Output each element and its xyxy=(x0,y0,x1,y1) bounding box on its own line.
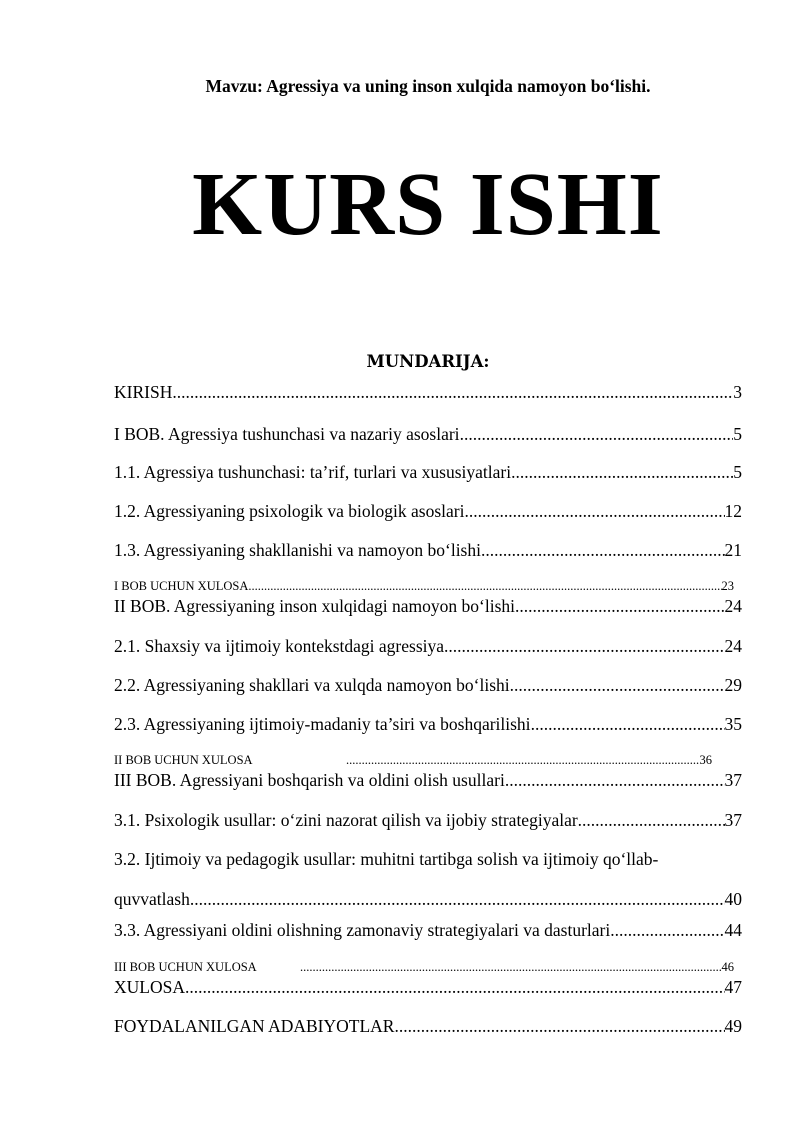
toc-leader-dots xyxy=(190,889,725,910)
toc-leader-dots xyxy=(394,1016,724,1037)
toc-entry-page: 35 xyxy=(724,714,742,734)
toc-entry-label: 1.2. Agressiyaning psixologik va biologik asoslari xyxy=(114,501,465,521)
toc-leader-dots xyxy=(248,579,721,594)
toc-entry-label: 1.1. Agressiya tushunchasi: ta’rif, turlari va xususiyatlari xyxy=(114,462,512,482)
toc-leader-dots xyxy=(511,462,733,483)
toc-entry-label: III BOB UCHUN XULOSA xyxy=(114,960,257,974)
toc-entry-label: 3.1. Psixologik usullar: o‘zini nazorat qilish va ijobiy strategiyalar xyxy=(114,810,578,830)
toc-entry-page: 5 xyxy=(733,424,742,444)
toc-entry-3-3 xyxy=(114,920,742,941)
toc-entry-label: I BOB UCHUN XULOSA xyxy=(114,579,249,593)
toc-entry-label: II BOB UCHUN XULOSA xyxy=(114,753,253,767)
toc-entry-page: 23 xyxy=(721,579,734,593)
toc-entry-label: 2.1. Shaxsiy va ijtimoiy kontekstdagi agressiya xyxy=(114,636,445,656)
toc-leader-dots xyxy=(515,596,724,617)
toc-entry-page: 12 xyxy=(724,501,742,521)
toc-entry-3-2 xyxy=(114,849,742,910)
topic-line: Mavzu: Agressiya va uning inson xulqida namoyon bo‘lishi. xyxy=(205,76,651,96)
toc-leader-dots xyxy=(610,920,724,941)
toc-entry-label: FOYDALANILGAN ADABIYOTLAR xyxy=(114,1016,395,1036)
toc-entry-3-1 xyxy=(114,810,742,831)
toc-heading: MUNDARIJA: xyxy=(366,352,490,371)
toc-entry-chapter-3-summary xyxy=(114,960,734,975)
toc-entry-page: 47 xyxy=(724,977,742,997)
toc-entry-1-2 xyxy=(114,501,742,522)
toc-leader-dots xyxy=(444,636,724,657)
toc-leader-dots xyxy=(510,675,725,696)
toc-leader-dots xyxy=(505,770,725,791)
toc-entry-xulosa xyxy=(114,977,742,998)
toc-entry-page: 24 xyxy=(724,636,742,656)
toc-leader-dots xyxy=(578,810,725,831)
toc-entry-page: 24 xyxy=(724,596,742,616)
toc-entry-page: 5 xyxy=(733,462,742,482)
toc-entry-page: 3 xyxy=(733,382,742,402)
toc-entry-page: 44 xyxy=(724,920,742,940)
toc-entry-page: 37 xyxy=(724,810,742,830)
toc-leader-dots xyxy=(531,714,725,735)
toc-entry-label: 2.3. Agressiyaning ijtimoiy-madaniy ta’siri va boshqarilishi xyxy=(114,714,531,734)
toc-entry-chapter-1-summary xyxy=(114,579,734,594)
toc-entry-label: XULOSA xyxy=(114,977,185,997)
toc-leader-dots xyxy=(185,977,725,998)
toc-entry-label: KIRISH xyxy=(114,382,173,402)
toc-entry-chapter-1 xyxy=(114,424,742,445)
toc-entry-page: 36 xyxy=(699,753,712,767)
toc-entry-label-line1: 3.2. Ijtimoiy va pedagogik usullar: muhitni tartibga solish va ijtimoiy qo‘llab- xyxy=(114,849,659,869)
toc-entry-adabiyotlar xyxy=(114,1016,742,1037)
toc-leader-dots xyxy=(300,960,722,975)
toc-entry-page: 49 xyxy=(724,1016,742,1036)
toc-entry-line2 xyxy=(114,889,742,910)
toc-entry-kirish xyxy=(114,382,742,403)
toc-entry-label-line2: quvvatlash xyxy=(114,889,190,909)
toc-entry-chapter-2 xyxy=(114,596,742,617)
toc-entry-2-3 xyxy=(114,714,742,735)
toc-entry-page: 40 xyxy=(724,889,742,909)
toc-entry-1-1 xyxy=(114,462,742,483)
toc-entry-2-2 xyxy=(114,675,742,696)
toc-entry-label: II BOB. Agressiyaning inson xulqidagi namoyon bo‘lishi xyxy=(114,596,516,616)
toc-entry-label: I BOB. Agressiya tushunchasi va nazariy asoslari xyxy=(114,424,460,444)
toc-entry-page: 37 xyxy=(724,770,742,790)
toc-entry-page: 46 xyxy=(721,960,734,974)
toc-leader-dots xyxy=(346,753,700,768)
page-title: KURS ISHI xyxy=(192,155,664,254)
toc-leader-dots xyxy=(460,424,734,445)
toc-entry-label: 2.2. Agressiyaning shakllari va xulqda namoyon bo‘lishi xyxy=(114,675,510,695)
toc-entry-chapter-2-summary xyxy=(114,753,712,768)
toc-leader-dots xyxy=(464,501,724,522)
toc-entry-label: 1.3. Agressiyaning shakllanishi va namoyon bo‘lishi xyxy=(114,540,481,560)
toc-leader-dots xyxy=(172,382,733,403)
toc-entry-label: III BOB. Agressiyani boshqarish va oldini olish usullari xyxy=(114,770,505,790)
toc-leader-dots xyxy=(481,540,725,561)
toc-entry-2-1 xyxy=(114,636,742,657)
toc-entry-page: 21 xyxy=(724,540,742,560)
toc-entry-1-3 xyxy=(114,540,742,561)
toc-entry-page: 29 xyxy=(724,675,742,695)
toc-entry-chapter-3 xyxy=(114,770,742,791)
toc-entry-label: 3.3. Agressiyani oldini olishning zamonaviy strategiyalari va dasturlari xyxy=(114,920,611,940)
